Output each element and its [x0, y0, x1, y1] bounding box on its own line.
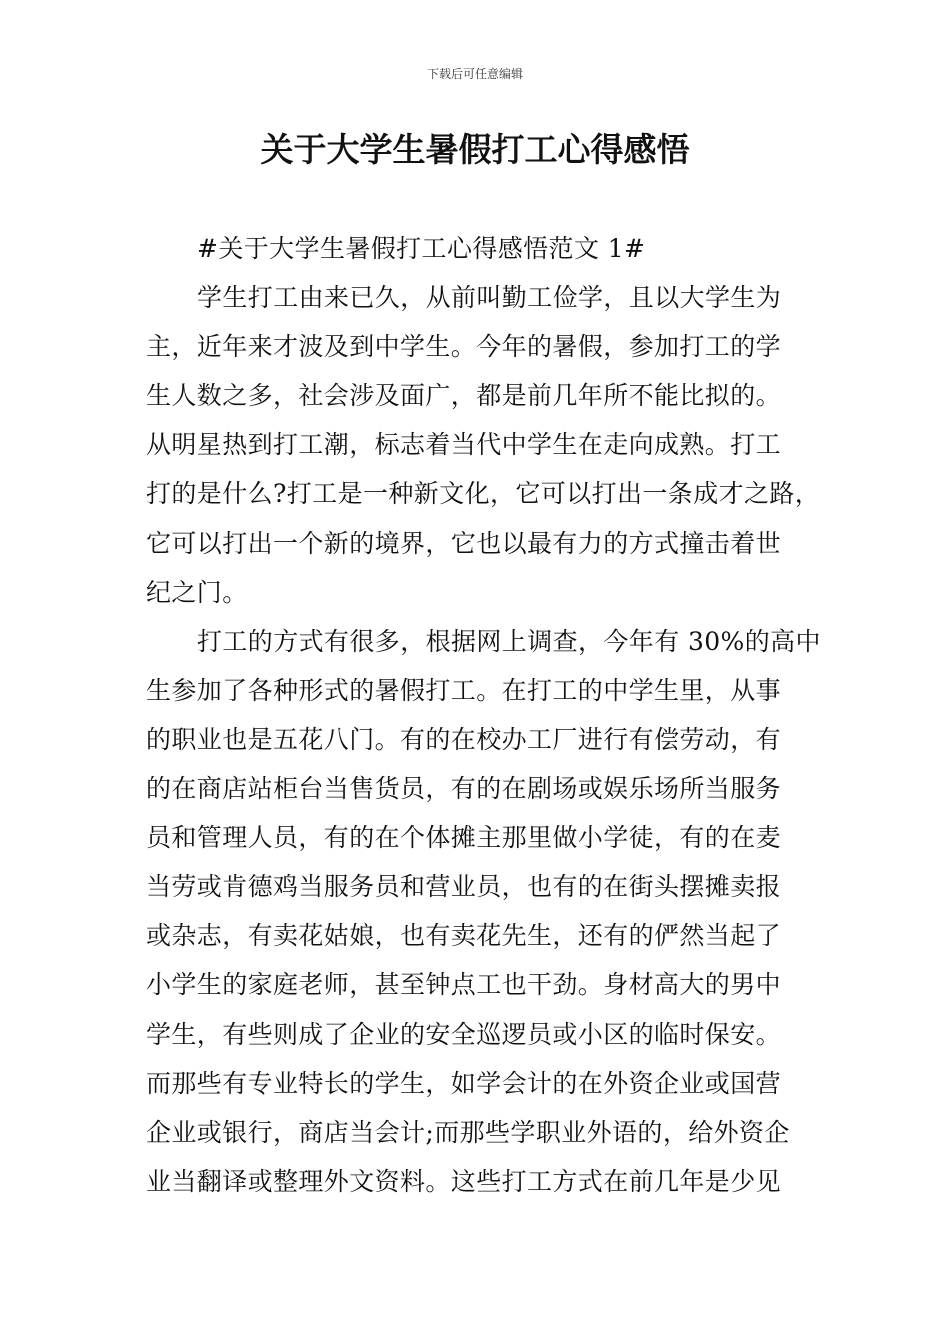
paragraph-2-line: 小学生的家庭老师，甚至钟点工也干劲。身材高大的男中	[146, 970, 782, 1000]
paragraph-2-line: 企业或银行，商店当会计;而那些学职业外语的，给外资企	[146, 1117, 790, 1147]
header-note: 下载后可任意编辑	[426, 67, 523, 81]
section-heading: #关于大学生暑假打工心得感悟范文 1#	[197, 234, 646, 263]
paragraph-1-line: 生人数之多，社会涉及面广，都是前几年所不能比拟的。	[146, 381, 782, 411]
paragraph-1-line: 主，近年来才波及到中学生。今年的暑假，参加打工的学	[146, 332, 782, 362]
paragraph-2-line: 打工的方式有很多，根据网上调查，今年有 30%的高中	[197, 626, 821, 656]
paragraph-2-line: 的在商店站柜台当售货员，有的在剧场或娱乐场所当服务	[146, 774, 782, 804]
paragraph-2-line: 或杂志，有卖花姑娘，也有卖花先生，还有的俨然当起了	[146, 921, 782, 951]
paragraph-2-line: 当劳或肯德鸡当服务员和营业员，也有的在街头摆摊卖报	[146, 872, 782, 902]
paragraph-1-line: 纪之门。	[146, 577, 248, 607]
document-title: 关于大学生暑假打工心得感悟	[260, 130, 690, 169]
paragraph-1-line: 它可以打出一个新的境界，它也以最有力的方式撞击着世	[146, 528, 782, 558]
paragraph-1-line: 打的是什么?打工是一种新文化，它可以打出一条成才之路，	[146, 479, 821, 509]
paragraph-1-line: 从明星热到打工潮，标志着当代中学生在走向成熟。打工	[146, 430, 782, 460]
paragraph-2-line: 生参加了各种形式的暑假打工。在打工的中学生里，从事	[146, 675, 782, 705]
paragraph-2-line: 学生，有些则成了企业的安全巡逻员或小区的临时保安。	[146, 1019, 782, 1049]
document-body	[146, 224, 821, 1206]
paragraph-2-line: 的职业也是五花八门。有的在校办工厂进行有偿劳动，有	[146, 724, 782, 754]
paragraph-1-line: 学生打工由来已久，从前叫勤工俭学，且以大学生为	[197, 283, 782, 313]
paragraph-2-line: 员和管理人员，有的在个体摊主那里做小学徒，有的在麦	[146, 823, 782, 853]
paragraph-2-line: 而那些有专业特长的学生，如学会计的在外资企业或国营	[146, 1068, 782, 1098]
paragraph-2-line: 业当翻译或整理外文资料。这些打工方式在前几年是少见	[146, 1166, 782, 1196]
